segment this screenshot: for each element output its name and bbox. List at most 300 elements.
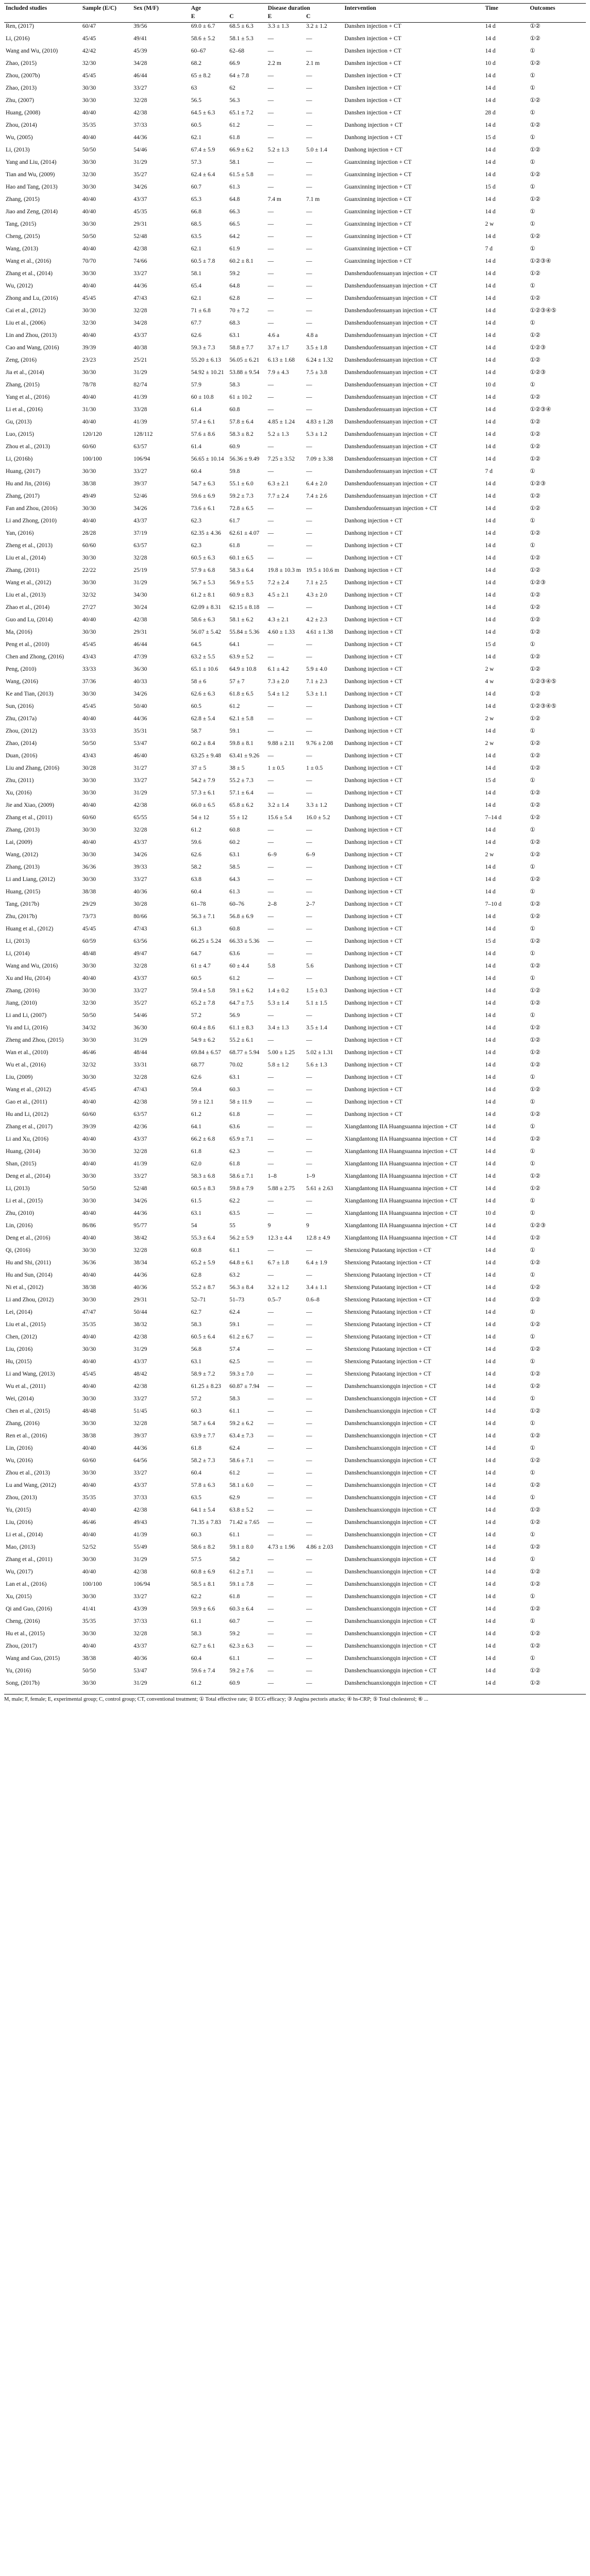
cell-time: 14 d xyxy=(485,1420,496,1427)
cell-sex: 39/56 xyxy=(133,23,147,29)
header-sex: Sex (M/F) xyxy=(132,4,190,13)
cell-duration-c: — xyxy=(306,1556,312,1563)
cell-time: 14 d xyxy=(485,1605,496,1612)
table-row xyxy=(4,1111,586,1123)
cell-outcomes: ①② xyxy=(530,97,541,104)
cell-time: 14 d xyxy=(485,554,496,561)
cell-time: 14 d xyxy=(485,1222,496,1229)
cell-duration-c: — xyxy=(306,109,312,116)
cell-sample: 60/59 xyxy=(82,938,96,944)
cell-duration-c: — xyxy=(306,1655,312,1662)
cell-sample: 30/30 xyxy=(82,1556,96,1563)
cell-outcomes: ① xyxy=(530,134,535,141)
cell-sample: 32/30 xyxy=(82,999,96,1006)
cell-sample: 30/30 xyxy=(82,579,96,586)
cell-sample: 40/40 xyxy=(82,109,96,116)
cell-intervention: Danshenduofensuanyan injection + CT xyxy=(344,455,437,462)
cell-age-e: 65 ± 8.2 xyxy=(191,72,211,79)
cell-intervention: Danhong injection + CT xyxy=(344,1074,402,1080)
cell-time: 14 d xyxy=(485,1506,496,1513)
cell-age-c: 61.2 ± 7.1 xyxy=(229,1568,254,1575)
cell-duration-c: — xyxy=(306,1321,312,1328)
cell-sample: 40/40 xyxy=(82,1568,96,1575)
cell-duration-e: — xyxy=(267,938,274,944)
cell-intervention: Danshen injection + CT xyxy=(344,60,401,66)
cell-outcomes: ① xyxy=(530,84,535,91)
cell-age-e: 58.3 xyxy=(191,1321,201,1328)
cell-study: Zhang, (2013) xyxy=(6,826,40,833)
cell-sample: 30/30 xyxy=(82,629,96,635)
cell-time: 14 d xyxy=(485,1272,496,1278)
cell-intervention: Guanxinning injection + CT xyxy=(344,159,412,165)
cell-sample: 30/30 xyxy=(82,183,96,190)
cell-time: 14 d xyxy=(485,1049,496,1056)
cell-duration-c: — xyxy=(306,233,312,240)
cell-sex: 43/37 xyxy=(133,1642,147,1649)
cell-sample: 40/40 xyxy=(82,1482,96,1488)
cell-time: 14 d xyxy=(485,765,496,771)
cell-age-e: 60.3 xyxy=(191,1408,201,1414)
cell-duration-e: — xyxy=(267,653,274,660)
cell-study: Cheng, (2015) xyxy=(6,233,40,240)
cell-duration-e: — xyxy=(267,72,274,79)
cell-sex: 47/39 xyxy=(133,653,147,660)
cell-duration-c: 6.4 ± 1.9 xyxy=(306,1259,327,1266)
cell-time: 14 d xyxy=(485,505,496,512)
cell-duration-e: — xyxy=(267,1383,274,1389)
cell-study: Hu, (2015) xyxy=(6,1358,32,1365)
cell-duration-c: — xyxy=(306,1457,312,1464)
cell-age-c: 63.41 ± 9.26 xyxy=(229,752,260,759)
cell-study: Wang et al., (2016) xyxy=(6,258,52,264)
cell-intervention: Xiangdantong IIA Huangsuanna injection + CT xyxy=(344,1222,458,1229)
cell-study: Hu and Shi, (2011) xyxy=(6,1259,51,1266)
cell-sample: 30/30 xyxy=(82,270,96,277)
cell-age-c: 59.1 ± 7.8 xyxy=(229,1581,254,1587)
cell-age-c: 60.1 ± 6.5 xyxy=(229,554,254,561)
cell-sex: 46/44 xyxy=(133,641,147,648)
cell-age-e: 59.4 ± 5.8 xyxy=(191,987,215,994)
table-row xyxy=(4,715,586,727)
cell-time: 14 d xyxy=(485,493,496,499)
cell-age-c: 64.2 xyxy=(229,233,240,240)
cell-study: Wu, (2005) xyxy=(6,134,33,141)
cell-sample: 40/40 xyxy=(82,1506,96,1513)
cell-duration-c: — xyxy=(306,1123,312,1130)
cell-intervention: Danhong injection + CT xyxy=(344,1037,402,1043)
cell-outcomes: ① xyxy=(530,245,535,252)
cell-duration-e: — xyxy=(267,1593,274,1600)
table-row xyxy=(4,1061,586,1074)
cell-age-c: 72.8 ± 6.5 xyxy=(229,505,254,512)
cell-age-c: 61.8 xyxy=(229,1160,240,1167)
table-row xyxy=(4,1185,586,1197)
cell-age-e: 61.4 xyxy=(191,443,201,450)
cell-sample: 30/30 xyxy=(82,554,96,561)
cell-time: 14 d xyxy=(485,863,496,870)
cell-intervention: Danshen injection + CT xyxy=(344,109,401,116)
cell-study: Zhang, (2011) xyxy=(6,567,40,573)
cell-sex: 51/45 xyxy=(133,1408,147,1414)
cell-duration-e: 2.2 m xyxy=(267,60,281,66)
cell-outcomes: ①② xyxy=(530,1370,541,1377)
table-row xyxy=(4,789,586,802)
cell-age-e: 63.1 xyxy=(191,1358,201,1365)
cell-sex: 40/36 xyxy=(133,1655,147,1662)
cell-age-e: 64.7 xyxy=(191,950,201,957)
cell-intervention: Danshenchuanxiongqin injection + CT xyxy=(344,1408,437,1414)
cell-age-e: 60.4 xyxy=(191,1655,201,1662)
cell-sample: 32/30 xyxy=(82,171,96,178)
cell-age-c: 63.6 xyxy=(229,1123,240,1130)
cell-sample: 50/50 xyxy=(82,146,96,153)
cell-sample: 33/33 xyxy=(82,727,96,734)
header-blank xyxy=(81,13,132,22)
cell-duration-e: — xyxy=(267,888,274,895)
cell-sample: 70/70 xyxy=(82,258,96,264)
cell-sex: 32/28 xyxy=(133,1074,147,1080)
cell-duration-e: — xyxy=(267,1136,274,1142)
cell-sample: 38/38 xyxy=(82,1284,96,1291)
cell-duration-c: 4.61 ± 1.38 xyxy=(306,629,333,635)
cell-duration-c: — xyxy=(306,913,312,920)
cell-age-c: 65.1 ± 7.2 xyxy=(229,109,254,116)
cell-age-c: 61.2 xyxy=(229,703,240,709)
cell-age-c: 70 ± 7.2 xyxy=(229,307,249,314)
table-row xyxy=(4,1123,586,1136)
cell-time: 14 d xyxy=(485,999,496,1006)
cell-duration-e: — xyxy=(267,789,274,796)
cell-age-c: 58.1 xyxy=(229,159,240,165)
cell-time: 14 d xyxy=(485,1519,496,1526)
cell-sample: 30/30 xyxy=(82,690,96,697)
cell-duration-e: — xyxy=(267,1247,274,1253)
cell-outcomes: ①② xyxy=(530,1086,541,1093)
cell-sample: 30/30 xyxy=(82,1173,96,1179)
table-row xyxy=(4,84,586,97)
table-row xyxy=(4,1321,586,1333)
cell-age-c: 58.5 xyxy=(229,863,240,870)
cell-intervention: Danhong injection + CT xyxy=(344,616,402,623)
cell-outcomes: ①② xyxy=(530,715,541,722)
cell-study: Jiao and Zeng, (2014) xyxy=(6,208,58,215)
cell-age-c: 66.9 ± 6.2 xyxy=(229,146,254,153)
cell-duration-e: — xyxy=(267,1309,274,1315)
cell-age-e: 56.8 xyxy=(191,1346,201,1352)
subheader-age-e: E xyxy=(190,13,228,22)
cell-age-c: 59.1 ± 8.0 xyxy=(229,1544,254,1550)
table-row xyxy=(4,888,586,901)
cell-study: Yang and Liu, (2014) xyxy=(6,159,57,165)
table-row xyxy=(4,1593,586,1605)
cell-duration-c: — xyxy=(306,1605,312,1612)
cell-duration-c: — xyxy=(306,282,312,289)
table-row xyxy=(4,134,586,146)
cell-sex: 44/36 xyxy=(133,134,147,141)
cell-intervention: Danhong injection + CT xyxy=(344,690,402,697)
cell-time: 14 d xyxy=(485,84,496,91)
cell-duration-c: — xyxy=(306,554,312,561)
cell-sex: 42/38 xyxy=(133,1506,147,1513)
cell-duration-e: 4.73 ± 1.96 xyxy=(267,1544,295,1550)
table-row xyxy=(4,690,586,703)
cell-sample: 36/36 xyxy=(82,863,96,870)
cell-duration-c: 7.1 ± 2.3 xyxy=(306,678,327,685)
cell-age-e: 60.4 xyxy=(191,888,201,895)
cell-sex: 80/66 xyxy=(133,913,147,920)
cell-sample: 22/22 xyxy=(82,567,96,573)
cell-age-c: 58.6 ± 7.1 xyxy=(229,1457,254,1464)
cell-age-e: 56.7 ± 5.3 xyxy=(191,579,215,586)
cell-outcomes: ①② xyxy=(530,1544,541,1550)
cell-study: Gu, (2013) xyxy=(6,418,32,425)
table-footnote: M, male; F, female; E, experimental group; C, control group; CT, conventional treatment; ① Total effective rate; ② ECG efficacy; ③ Angina pectoris attacks; ④ hs-CRP; ⑤ Total cholesterol; ⑥ ... xyxy=(4,1694,586,1702)
cell-intervention: Danshenchuanxiongqin injection + CT xyxy=(344,1494,437,1501)
table-row xyxy=(4,1370,586,1383)
cell-age-e: 68.2 xyxy=(191,60,201,66)
cell-age-c: 38 ± 5 xyxy=(229,765,245,771)
cell-sample: 40/40 xyxy=(82,1234,96,1241)
cell-age-e: 54 xyxy=(191,1222,197,1229)
table-row xyxy=(4,1160,586,1173)
cell-duration-e: — xyxy=(267,1469,274,1476)
cell-age-c: 60.3 xyxy=(229,1086,240,1093)
table-row xyxy=(4,950,586,962)
cell-duration-e: — xyxy=(267,1642,274,1649)
cell-sex: 31/29 xyxy=(133,789,147,796)
cell-age-e: 60.8 ± 6.9 xyxy=(191,1568,215,1575)
cell-sex: 39/37 xyxy=(133,480,147,487)
table-row xyxy=(4,480,586,493)
cell-sample: 30/30 xyxy=(82,1630,96,1637)
cell-sex: 29/31 xyxy=(133,221,147,227)
cell-duration-c: — xyxy=(306,1136,312,1142)
cell-duration-e: 5.2 ± 1.3 xyxy=(267,146,289,153)
cell-study: Zhao et al., (2014) xyxy=(6,604,50,611)
cell-study: Zhang, (2017) xyxy=(6,493,40,499)
cell-age-c: 59.1 xyxy=(229,727,240,734)
table-row xyxy=(4,1148,586,1160)
cell-study: Ma, (2016) xyxy=(6,629,32,635)
table-row xyxy=(4,863,586,876)
cell-duration-e: — xyxy=(267,1210,274,1216)
table-row xyxy=(4,282,586,295)
cell-duration-e: — xyxy=(267,1556,274,1563)
cell-age-c: 64.3 xyxy=(229,876,240,883)
table-header xyxy=(4,4,586,23)
cell-sample: 52/52 xyxy=(82,1544,96,1550)
cell-intervention: Danhong injection + CT xyxy=(344,765,402,771)
cell-age-e: 56.5 xyxy=(191,97,201,104)
cell-duration-c: — xyxy=(306,1618,312,1624)
table-row xyxy=(4,1296,586,1309)
cell-time: 14 d xyxy=(485,950,496,957)
cell-study: Zhang et al., (2017) xyxy=(6,1123,53,1130)
table-row xyxy=(4,1222,586,1234)
cell-duration-c: — xyxy=(306,258,312,264)
cell-age-e: 54.2 ± 7.9 xyxy=(191,777,215,784)
cell-sex: 33/27 xyxy=(133,1593,147,1600)
cell-sample: 30/30 xyxy=(82,221,96,227)
cell-intervention: Shenxiong Putaotang injection + CT xyxy=(344,1346,431,1352)
cell-duration-e: — xyxy=(267,1680,274,1686)
cell-intervention: Danshenduofensuanyan injection + CT xyxy=(344,480,437,487)
cell-duration-c: 6.4 ± 2.0 xyxy=(306,480,327,487)
cell-time: 14 d xyxy=(485,146,496,153)
cell-age-e: 62.1 xyxy=(191,245,201,252)
cell-intervention: Shenxiong Putaotang injection + CT xyxy=(344,1370,431,1377)
table-row xyxy=(4,1445,586,1457)
table-row xyxy=(4,1272,586,1284)
cell-duration-c: — xyxy=(306,1469,312,1476)
cell-age-e: 66.8 xyxy=(191,208,201,215)
cell-age-e: 71.35 ± 7.83 xyxy=(191,1519,221,1526)
cell-intervention: Danshenchuanxiongqin injection + CT xyxy=(344,1630,437,1637)
cell-age-e: 60.5 xyxy=(191,975,201,981)
cell-duration-e: — xyxy=(267,319,274,326)
cell-duration-e: — xyxy=(267,925,274,932)
cell-age-e: 59.6 xyxy=(191,839,201,845)
cell-duration-e: — xyxy=(267,863,274,870)
cell-study: Chen and Zhong, (2016) xyxy=(6,653,64,660)
cell-sex: 31/29 xyxy=(133,1037,147,1043)
cell-outcomes: ①② xyxy=(530,35,541,42)
cell-study: Wan et al., (2010) xyxy=(6,1049,48,1056)
cell-age-e: 57.9 xyxy=(191,381,201,388)
cell-outcomes: ①② xyxy=(530,1259,541,1266)
cell-age-c: 57 ± 7 xyxy=(229,678,245,685)
cell-time: 14 d xyxy=(485,171,496,178)
cell-sex: 33/27 xyxy=(133,1469,147,1476)
cell-intervention: Danhong injection + CT xyxy=(344,134,402,141)
cell-intervention: Danhong injection + CT xyxy=(344,987,402,994)
cell-sample: 45/45 xyxy=(82,72,96,79)
table-row xyxy=(4,1024,586,1037)
cell-duration-e: — xyxy=(267,171,274,178)
cell-duration-c: — xyxy=(306,443,312,450)
cell-study: Zhong and Lu, (2016) xyxy=(6,295,58,301)
cell-outcomes: ① xyxy=(530,1655,535,1662)
cell-sample: 30/30 xyxy=(82,307,96,314)
cell-study: Ke and Tian, (2013) xyxy=(6,690,54,697)
cell-time: 10 d xyxy=(485,381,496,388)
cell-age-e: 62.09 ± 8.31 xyxy=(191,604,221,611)
cell-duration-c: — xyxy=(306,381,312,388)
cell-time: 14 d xyxy=(485,307,496,314)
table-row xyxy=(4,431,586,443)
cell-sex: 41/39 xyxy=(133,394,147,400)
cell-duration-e: — xyxy=(267,727,274,734)
cell-study: Liu, (2016) xyxy=(6,1519,33,1526)
cell-intervention: Danshenduofensuanyan injection + CT xyxy=(344,295,437,301)
cell-age-c: 64.1 xyxy=(229,641,240,648)
cell-sample: 40/40 xyxy=(82,802,96,808)
header-outcomes: Outcomes xyxy=(528,4,586,13)
cell-sample: 47/47 xyxy=(82,1309,96,1315)
cell-age-c: 59.8 ± 8.1 xyxy=(229,740,254,747)
cell-time: 15 d xyxy=(485,641,496,648)
cell-study: Lan et al., (2016) xyxy=(6,1581,47,1587)
cell-sample: 30/30 xyxy=(82,1247,96,1253)
cell-age-c: 59.1 xyxy=(229,1321,240,1328)
cell-age-c: 71.42 ± 7.65 xyxy=(229,1519,260,1526)
cell-duration-e: 7.7 ± 2.4 xyxy=(267,493,289,499)
cell-duration-c: — xyxy=(306,84,312,91)
cell-age-e: 58.3 xyxy=(191,1630,201,1637)
cell-study: Lai, (2009) xyxy=(6,839,32,845)
cell-age-c: 62.2 xyxy=(229,1197,240,1204)
cell-age-e: 54.7 ± 6.3 xyxy=(191,480,215,487)
cell-outcomes: ① xyxy=(530,381,535,388)
cell-time: 14 d xyxy=(485,567,496,573)
cell-duration-c: — xyxy=(306,1593,312,1600)
cell-outcomes: ① xyxy=(530,1531,535,1538)
cell-time: 14 d xyxy=(485,1432,496,1439)
cell-study: Xu and Hu, (2014) xyxy=(6,975,50,981)
cell-age-e: 56.65 ± 10.14 xyxy=(191,455,224,462)
cell-time: 14 d xyxy=(485,987,496,994)
cell-outcomes: ①② xyxy=(530,1321,541,1328)
table-row xyxy=(4,1309,586,1321)
cell-age-e: 63.5 xyxy=(191,1494,201,1501)
cell-sample: 40/40 xyxy=(82,839,96,845)
table-row xyxy=(4,1284,586,1296)
cell-sex: 45/35 xyxy=(133,208,147,215)
cell-sample: 40/40 xyxy=(82,332,96,338)
cell-duration-e: 1.4 ± 0.2 xyxy=(267,987,289,994)
cell-intervention: Danshenchuanxiongqin injection + CT xyxy=(344,1655,437,1662)
cell-duration-e: — xyxy=(267,258,274,264)
cell-sample: 40/40 xyxy=(82,517,96,524)
cell-duration-e: 7.3 ± 2.0 xyxy=(267,678,289,685)
cell-age-c: 56.9 ± 5.5 xyxy=(229,579,254,586)
cell-age-c: 63.9 ± 5.2 xyxy=(229,653,254,660)
cell-age-e: 57.9 ± 6.8 xyxy=(191,567,215,573)
table-row xyxy=(4,1358,586,1370)
cell-time: 14 d xyxy=(485,1482,496,1488)
header-blank xyxy=(132,13,190,22)
cell-age-c: 58.3 ± 8.2 xyxy=(229,431,254,437)
cell-duration-c: — xyxy=(306,406,312,413)
cell-time: 14 d xyxy=(485,690,496,697)
cell-time: 14 d xyxy=(485,1148,496,1155)
table-row xyxy=(4,159,586,171)
cell-time: 14 d xyxy=(485,1358,496,1365)
cell-age-e: 62.3 xyxy=(191,517,201,524)
cell-age-c: 61.8 xyxy=(229,134,240,141)
cell-time: 14 d xyxy=(485,1061,496,1068)
cell-duration-e: 3.2 ± 1.4 xyxy=(267,802,289,808)
cell-intervention: Danshen injection + CT xyxy=(344,23,401,29)
cell-intervention: Xiangdantong IIA Huangsuanna injection + CT xyxy=(344,1160,458,1167)
cell-sex: 33/27 xyxy=(133,987,147,994)
cell-duration-e: — xyxy=(267,950,274,957)
cell-time: 2 w xyxy=(485,666,494,672)
cell-sex: 43/37 xyxy=(133,975,147,981)
cell-sex: 64/56 xyxy=(133,1457,147,1464)
cell-time: 14 d xyxy=(485,1012,496,1019)
cell-intervention: Danshenchuanxiongqin injection + CT xyxy=(344,1519,437,1526)
cell-age-e: 63.9 ± 7.7 xyxy=(191,1432,215,1439)
cell-sample: 31/30 xyxy=(82,406,96,413)
cell-outcomes: ①②③④ xyxy=(530,258,551,264)
cell-duration-e: — xyxy=(267,381,274,388)
cell-sex: 43/39 xyxy=(133,1605,147,1612)
cell-sample: 38/38 xyxy=(82,1432,96,1439)
cell-intervention: Danhong injection + CT xyxy=(344,517,402,524)
cell-duration-c: 1.5 ± 0.3 xyxy=(306,987,327,994)
cell-intervention: Danshenchuanxiongqin injection + CT xyxy=(344,1593,437,1600)
